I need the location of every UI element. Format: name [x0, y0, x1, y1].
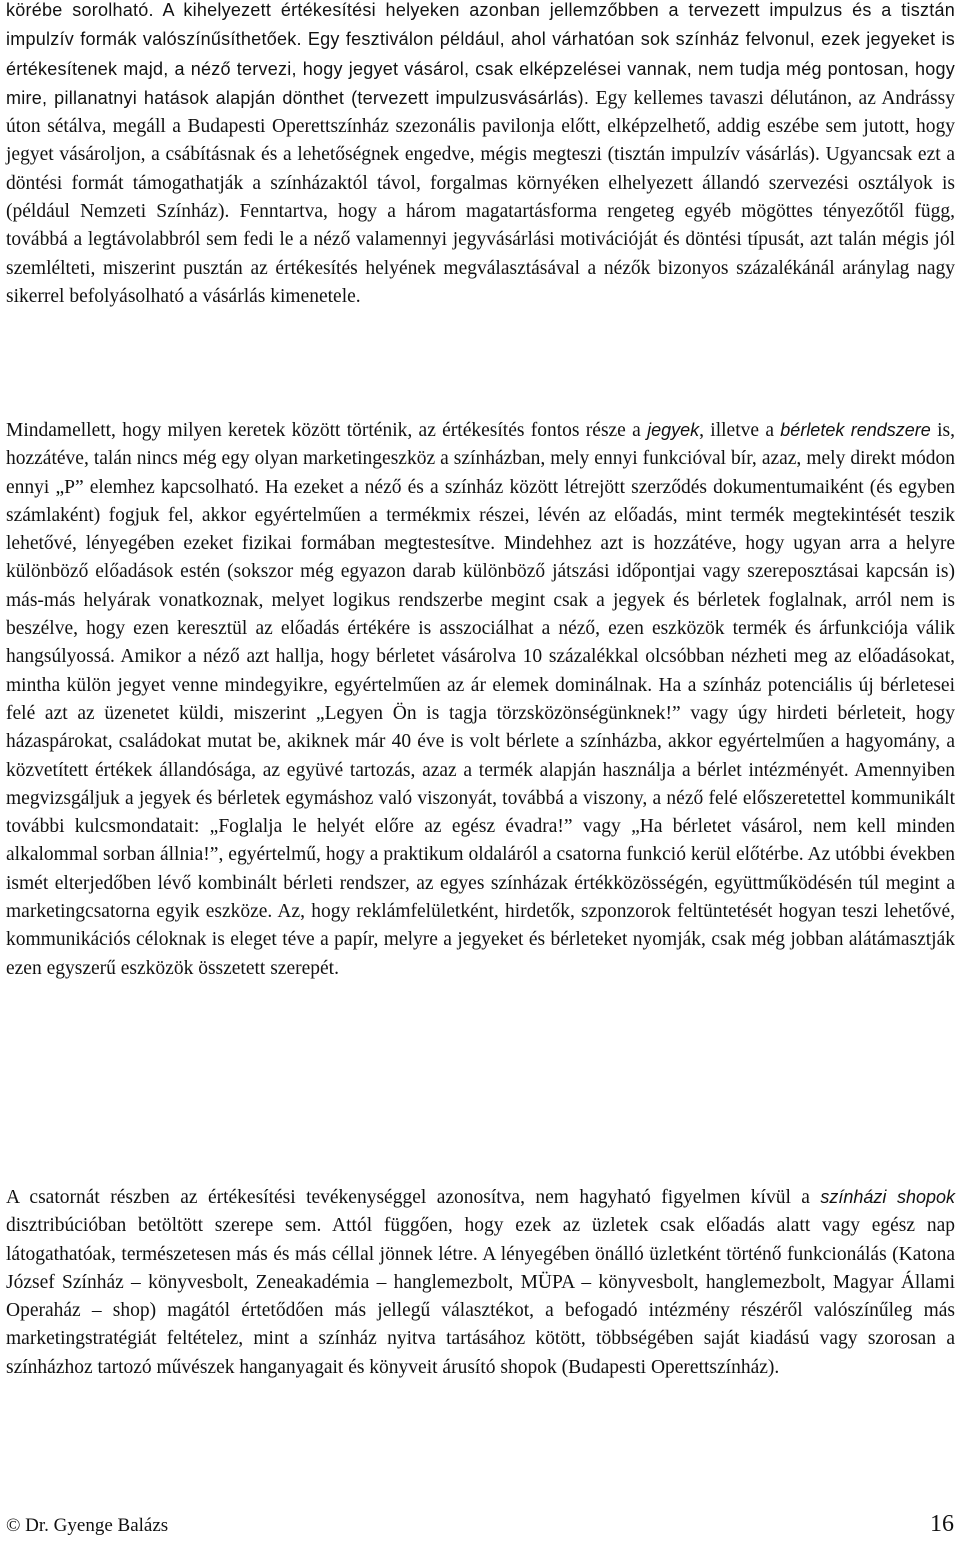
- footer-author: © Dr. Gyenge Balázs: [6, 1515, 169, 1536]
- paragraph-2-text-3: is, hozzátéve, talán nincs még egy olyan marketingeszköz a színházban, mely ennyi funkcióval bír, azaz, mely direkt módon ennyi „P” elemhez kapcsolható. Ha ezeket a néző és a színház között létrejött szerződés dokumentumaiként (és egyben számlaként) fogjuk fel, akkor egyértelműen a termékmix részei, lévén az előadás, mint termék megtekintését teszik lehetővé, lényegében ezeket fizikai formában megtestesítve. Mindehhez azt is hozzátéve, hogy ugyan arra a helyre különböző előadások estén (sokszor még egyazon darab különböző játszási időpontjai vagy szereposztásai kapcsán is) más-más helyárak vonatkoznak, melyet logikus rendszerbe megint csak a jegyek és bérletek foglalnak, arról nem is beszélve, hogy ezen keresztül az előadás értékére is asszociálhat a néző, ezen eszközök termék és árfunkciója válik hangsúlyossá. Amikor a néző azt hallja, hogy bérletet vásárolva 10 százalékkal olcsóbban nézheti meg az előadásokat, mintha külön jegyet venne mindegyikre, egyértelműen az ár elemek dominálnak. Ha a színház potenciális új bérletesei felé azt az üzenetet küldi, miszerint „Legyen Ön is tagja törzsközönségünknek!” vagy úgy hirdeti bérleteit, hogy házaspárokat, családokat mutat be, akiknek már 40 éve is volt bérlete a színházba, akkor egyértelműen a hagyomány, a közvetített értékek állandósága, az együvé tartozás, azaz a termék alapján használja a bérlet intézményét. Amennyiben megvizsgáljuk a jegyek és bérletek egymáshoz való viszonyát, továbbá a viszony, a néző felé előszeretettel kommunikált további kulcsmondatait: „Foglalja le helyét előre az egész évadra!” vagy „Ha bérletet vásárol, nem kell minden alkalommal sorban állnia!”, egyértelmű, hogy a praktikum oldaláról a csatorna funkció kerül előtérbe. Az utóbbi években ismét elterjedőben lévő kombinált bérleti rendszer, az egyes színházak értékközösségén, együttműködésén túl megint a marketingcsatorna egyik eszköze. Az, hogy reklámfelületként, hirdetők, szponzorok feltüntetését hogyan teszi lehetővé, kommunikációs céloknak is eleget téve a papír, melyre a jegyeket és bérleteket nyomják, csak még jobban alátámasztják ezen egyszerű eszközök összetett szerepét.: [6, 420, 955, 979]
- paragraph-2: [6, 416, 955, 983]
- paragraph-1-sans-text: körébe sorolható. A kihelyezett értékesítési helyeken azonban jellemzőbben a tervezett impulzus és a tisztán impulzív formák valószínűsíthetőek. Egy fesztiválon például, ahol várhatóan sok színház felvonul, ezek jegyeket is értékesítenek majd, a néző tervezi, hogy jegyet vásárol, csak elképzelései vannak, nem tudja még pontosan, hogy mire, pillanatnyi hatások alapján dönthet (tervezett impulzusvásárlás).: [6, 0, 955, 108]
- page-footer: [6, 1511, 954, 1539]
- paragraph-2-text-2: , illetve a: [699, 420, 781, 441]
- paragraph-3-text-2: disztribúcióban betöltött szerepe sem. Attól függően, hogy ezek az üzletek csak előadás alatt vagy egész nap látogathatóak, természetesen más és más céllal jönnek létre. A lényegében önálló üzletként történő funkcionálás (Katona József Színház – könyvesbolt, Zeneakadémia – hanglemezbolt, MÜPA – könyvesbolt, hanglemezbolt, Magyar Állami Operaház – shop) magától értetődően más jellegű választékot, a befogadó intézmény részéről valószínűleg más marketingstratégiát feltételez, mint a színház nyitva tartásához kötött, többségében saját kiadású vagy szorosan a színházhoz tartozó művészek hanganyagait és könyveit árusító shopok (Budapesti Operettszínház).: [6, 1215, 955, 1378]
- paragraph-3: [6, 1183, 955, 1382]
- keyword-szinhazi-shopok: színházi shopok: [820, 1187, 956, 1207]
- keyword-jegyek: jegyek: [647, 420, 700, 440]
- keyword-berletek-rendszere: bérletek rendszere: [780, 420, 931, 440]
- paragraph-3-text-1: A csatornát részben az értékesítési tevékenységgel azonosítva, nem hagyható figyelmen kívül a: [6, 1187, 821, 1208]
- page-number: 16: [930, 1511, 954, 1537]
- paragraph-1-serif-text: Egy kellemes tavaszi délutánon, az Andrássy úton sétálva, megáll a Budapesti Operettszínház szezonális pavilonja előtt, elképzelhető, addig eszébe sem jutott, hogy jegyet vásároljon, a csábításnak és a lehetőségnek engedve, mégis megteszi (tisztán impulzív vásárlás). Ugyancsak ezt a döntési formát támogathatják a színházaktól távol, forgalmas környéken elhelyezett állandó szervezési osztályok is (például Nemzeti Színház). Fenntartva, hogy a három magatartásforma rengeteg egyéb mögöttes tényezőtől függ, továbbá a legtávolabbról sem fedi le a néző valamennyi jegyvásárlási motivációját és döntési típusát, azt talán mégis jól szemlélteti, miszerint pusztán az értékesítés helyének megválasztásával a nézők bizonyos százalékánál aránylag nagy sikerrel befolyásolható a vásárlás kimenetele.: [6, 87, 955, 307]
- paragraph-1: [6, 0, 955, 311]
- paragraph-2-text-1: Mindamellett, hogy milyen keretek között történik, az értékesítés fontos része a: [6, 420, 648, 441]
